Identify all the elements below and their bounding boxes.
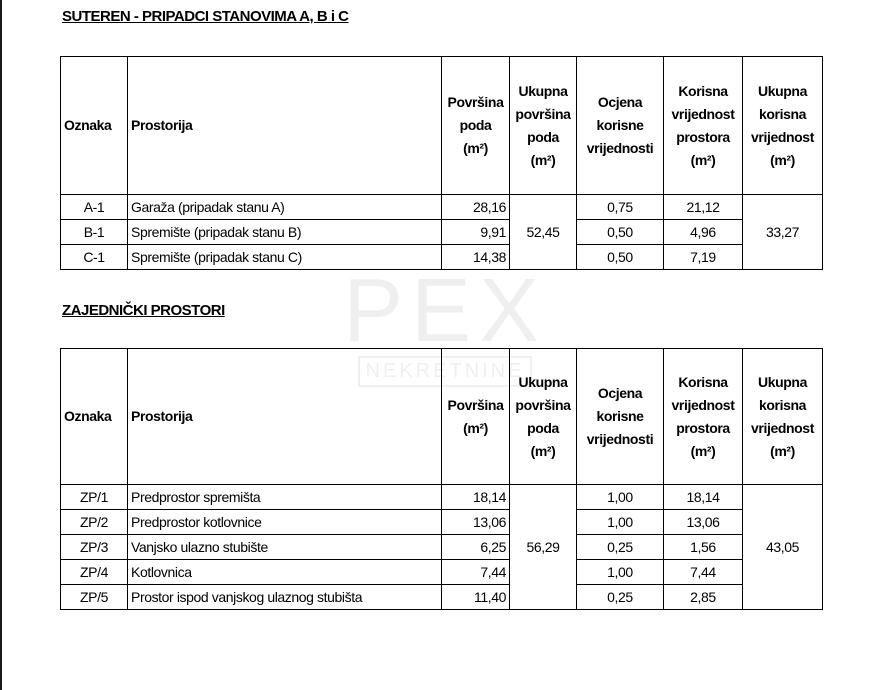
cell-korisna: 4,96 <box>664 220 743 245</box>
table-row <box>61 220 823 245</box>
cell-prostorija: Spremište (pripadak stanu B) <box>128 220 442 245</box>
cell-ocjena: 0,50 <box>577 245 664 270</box>
cell-oznaka: ZP/4 <box>61 560 128 585</box>
cell-prostorija: Predprostor kotlovnice <box>128 510 442 535</box>
table-header-row <box>61 349 823 485</box>
cell-ocjena: 1,00 <box>577 485 664 510</box>
cell-ocjena: 1,00 <box>577 560 664 585</box>
cell-prostorija: Vanjsko ulazno stubište <box>128 535 442 560</box>
cell-oznaka: A-1 <box>61 195 128 220</box>
cell-ocjena: 0,50 <box>577 220 664 245</box>
cell-ocjena: 0,75 <box>577 195 664 220</box>
cell-oznaka: C-1 <box>61 245 128 270</box>
header-ocjena: Ocjena korisne vrijednosti <box>577 57 664 195</box>
section-title-suteren: SUTEREN - PRIPADCI STANOVIMA A, B i C <box>62 8 349 25</box>
cell-ukupna-povrsina: 56,29 <box>510 485 577 610</box>
table-row <box>61 560 823 585</box>
cell-ukupna-korisna: 43,05 <box>743 485 823 610</box>
cell-prostorija: Prostor ispod vanjskog ulaznog stubišta <box>128 585 442 610</box>
cell-ukupna-korisna: 33,27 <box>743 195 823 270</box>
cell-oznaka: ZP/2 <box>61 510 128 535</box>
cell-ocjena: 0,25 <box>577 585 664 610</box>
header-prostorija: Prostorija <box>128 349 442 485</box>
header-ukupna-povrsina: Ukupna površina poda (m²) <box>510 349 577 485</box>
header-korisna: Korisna vrijednost prostora (m²) <box>664 349 743 485</box>
cell-povrsina: 13,06 <box>442 510 510 535</box>
header-korisna: Korisna vrijednost prostora (m²) <box>664 57 743 195</box>
cell-povrsina: 28,16 <box>442 195 510 220</box>
cell-korisna: 2,85 <box>664 585 743 610</box>
cell-povrsina: 7,44 <box>442 560 510 585</box>
cell-povrsina: 11,40 <box>442 585 510 610</box>
cell-korisna: 1,56 <box>664 535 743 560</box>
header-prostorija: Prostorija <box>128 57 442 195</box>
cell-oznaka: ZP/1 <box>61 485 128 510</box>
cell-prostorija: Garaža (pripadak stanu A) <box>128 195 442 220</box>
cell-korisna: 21,12 <box>664 195 743 220</box>
table-row <box>61 195 823 220</box>
table-header-row <box>61 57 823 195</box>
section-title-zajednicki: ZAJEDNIČKI PROSTORI <box>62 302 225 319</box>
watermark-logo: PEX NEKRETNINE <box>330 266 560 406</box>
header-ukupna-povrsina: Ukupna površina poda (m²) <box>510 57 577 195</box>
cell-oznaka: ZP/5 <box>61 585 128 610</box>
cell-prostorija: Kotlovnica <box>128 560 442 585</box>
table-row <box>61 535 823 560</box>
header-povrsina: Površina (m²) <box>442 349 510 485</box>
cell-ocjena: 0,25 <box>577 535 664 560</box>
suteren-table <box>60 56 823 270</box>
table-row <box>61 510 823 535</box>
header-ukupna-korisna: Ukupna korisna vrijednost (m²) <box>743 349 823 485</box>
page-left-border <box>0 0 2 690</box>
header-oznaka: Oznaka <box>61 349 128 485</box>
cell-povrsina: 14,38 <box>442 245 510 270</box>
zajednicki-table <box>60 348 823 610</box>
cell-korisna: 18,14 <box>664 485 743 510</box>
cell-ocjena: 1,00 <box>577 510 664 535</box>
header-povrsina: Površina poda (m²) <box>442 57 510 195</box>
table-row <box>61 245 823 270</box>
header-ukupna-korisna: Ukupna korisna vrijednost (m²) <box>743 57 823 195</box>
cell-povrsina: 9,91 <box>442 220 510 245</box>
cell-korisna: 13,06 <box>664 510 743 535</box>
cell-oznaka: ZP/3 <box>61 535 128 560</box>
cell-povrsina: 18,14 <box>442 485 510 510</box>
cell-prostorija: Predprostor spremišta <box>128 485 442 510</box>
cell-povrsina: 6,25 <box>442 535 510 560</box>
cell-prostorija: Spremište (pripadak stanu C) <box>128 245 442 270</box>
cell-oznaka: B-1 <box>61 220 128 245</box>
table-row <box>61 585 823 610</box>
cell-korisna: 7,44 <box>664 560 743 585</box>
cell-ukupna-povrsina: 52,45 <box>510 195 577 270</box>
header-oznaka: Oznaka <box>61 57 128 195</box>
table-row <box>61 485 823 510</box>
header-ocjena: Ocjena korisne vrijednosti <box>577 349 664 485</box>
cell-korisna: 7,19 <box>664 245 743 270</box>
